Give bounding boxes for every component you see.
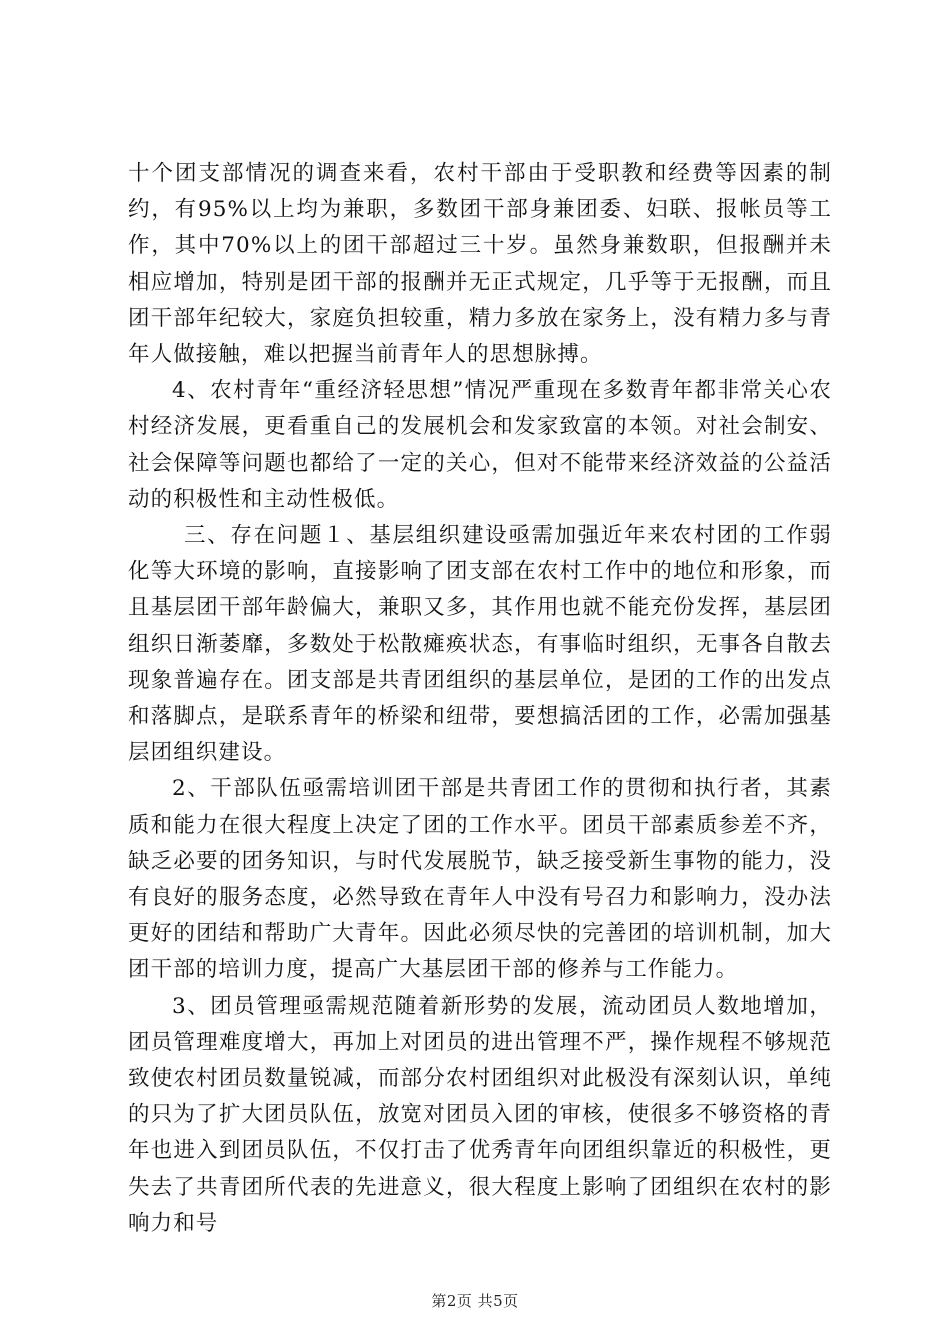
document-body	[128, 156, 832, 1242]
paragraph-existing-problems: 三、存在问题１、基层组织建设亟需加强近年来农村团的工作弱化等大环境的影响，直接影响了团支部在农村工作中的地位和形象，而且基层团干部年龄偏大，兼职又多，其作用也就不能充份发挥，基层团组织日渐萎靡，多数处于松散瘫痪状态，有事临时组织，无事各自散去现象普遍存在。团支部是共青团组织的基层单位，是团的工作的出发点和落脚点，是联系青年的桥梁和纽带，要想搞活团的工作，必需加强基层团组织建设。	[128, 523, 832, 766]
paragraph-cadre-training: 2、干部队伍亟需培训团干部是共青团工作的贯彻和执行者，其素质和能力在很大程度上决定了团的工作水平。团员干部素质参差不齐，缺乏必要的团务知识，与时代发展脱节，缺乏接受新生事物的能力，没有良好的服务态度，必然导致在青年人中没有号召力和影响力，没办法更好的团结和帮助广大青年。因此必须尽快的完善团的培训机制，加大团干部的培训力度，提高广大基层团干部的修养与工作能力。	[128, 776, 832, 983]
paragraph-member-management: 3、团员管理亟需规范随着新形势的发展，流动团员人数地增加，团员管理难度增大，再加上对团员的进出管理不严，操作规程不够规范致使农村团员数量锐减，而部分农村团组织对此极没有深刻认识，单纯的只为了扩大团员队伍，放宽对团员入团的审核，使很多不够资格的青年也进入到团员队伍，不仅打击了优秀青年向团组织靠近的积极性，更失去了共青团所代表的先进意义，很大程度上影响了团组织在农村的影响力和号	[128, 993, 832, 1236]
paragraph-rural-youth: 4、农村青年“重经济轻思想”情况严重现在多数青年都非常关心农村经济发展，更看重自己的发展机会和发家致富的本领。对社会制安、社会保障等问题也都给了一定的关心，但对不能带来经济效益的公益活动的积极性和主动性极低。	[128, 378, 832, 512]
paragraph-continuation: 十个团支部情况的调查来看，农村干部由于受职教和经费等因素的制约，有95%以上均为兼职，多数团干部身兼团委、妇联、报帐员等工作，其中70%以上的团干部超过三十岁。虽然身兼数职，但报酬并未相应增加，特别是团干部的报酬并无正式规定，几乎等于无报酬，而且团干部年纪较大，家庭负担较重，精力多放在家务上，没有精力多与青年人做接触，难以把握当前青年人的思想脉搏。	[128, 161, 832, 368]
page-number-footer: 第2页 共5页	[431, 1292, 519, 1310]
